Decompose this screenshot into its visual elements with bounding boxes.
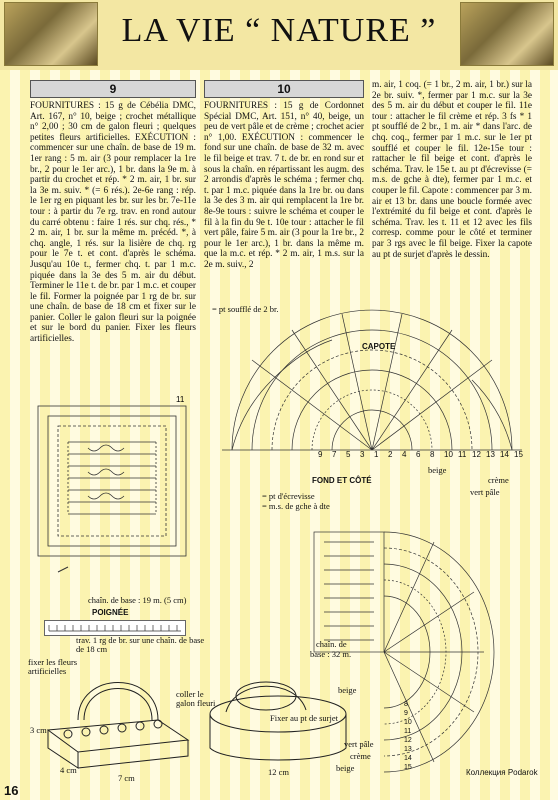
section-10 xyxy=(204,80,364,271)
poignee-chart xyxy=(45,621,185,635)
capote-row-12: 12 xyxy=(472,450,481,459)
capote-beige-label: beige xyxy=(428,465,447,475)
side-row-10: 10 xyxy=(404,719,412,726)
section-9-text: FOURNITURES : 15 g de Cébélia DMC, Art. 167, n° 10, beige ; crochet métallique n° 2,00 ; 30 cm de galon fleuri ; quelques petites fleurs artificielles. EXÉCUTION : commencer sur une chaîn. de base de 19 m. 1er rang : 5 m. air (3 pour remplacer la 1re br., 2 pour le 1er arc.), 1 br. dans la 9e m. à partir du crochet et rép. * 2 m. air, 1 br. sur la 3e m. suiv. * (= 6 rés.). 2e-6e rang : rép. le 1er rg en piquant les br. sur les br. 7e-11e tour : à partir du 7e rg. trav. en rond autour du carré obtenu : faire 1 rés. sur chq. rés., * 2 m. air, 1 br. sur la même m. précéd. *, à chq. angle, 1 rés. sur la lisière de chq. rg pour le 7e t. et cont. d'après le schéma. Jusqu'au 10e t., fermer chq. t. par 1 m.c. piquée dans la 3e des 5 m. air du début. Terminer le 11e t. de br. par 1 m.c. et couper le fil. Former la poignée par 1 rg de br. sur une chaîn. de base de 18 cm et fixer sur le panier. Coller le galon fleuri sur la poignée et sur le bord du panier. Fixer les fleurs artificielles. xyxy=(30,101,196,345)
capote-row-2: 2 xyxy=(388,450,393,459)
fixer-surjet-label: Fixer au pt de surjet xyxy=(270,713,338,723)
side-beige-label: beige xyxy=(338,685,357,695)
side-row-9: 9 xyxy=(404,710,408,717)
side-beige-label-2: beige xyxy=(336,763,355,773)
capote-label: CAPOTE xyxy=(362,342,396,351)
page-number: 16 xyxy=(4,783,19,798)
capote-row-5: 5 xyxy=(346,450,351,459)
capote-row-10: 10 xyxy=(444,450,453,459)
capote-row-11: 11 xyxy=(458,450,467,459)
side-row-14: 14 xyxy=(404,755,412,762)
collection-credit: Коллекция Podarok xyxy=(466,768,538,777)
ecrevisse-legend: = pt d'écrevisse xyxy=(262,491,315,501)
capote-row-3: 3 xyxy=(360,450,365,459)
chain-base-32-label-b: base : 32 m. xyxy=(310,649,352,659)
side-vert-pale-label: vert pâle xyxy=(344,739,374,749)
side-creme-label: crème xyxy=(350,751,371,761)
capote-row-8: 8 xyxy=(430,450,435,459)
capote-chart xyxy=(212,300,530,472)
basket-photo-right xyxy=(460,2,554,66)
ms-legend: = m.s. de gche à dte xyxy=(262,501,330,511)
chain-base-19-label: chaîn. de base : 19 m. (5 cm) xyxy=(88,595,187,605)
page-title: LA VIE “ NATURE ” xyxy=(121,12,437,49)
capote-row-9: 9 xyxy=(318,450,323,459)
capote-vert-pale-label: vert pâle xyxy=(470,487,500,497)
basket-photo-left xyxy=(4,2,98,66)
fond-cote-label: FOND ET CÔTÉ xyxy=(312,476,372,485)
capote-row-4: 4 xyxy=(402,450,407,459)
capote-row-numbers xyxy=(318,450,538,462)
dim-3cm-label: 3 cm xyxy=(30,725,47,735)
poignee-note: trav. 1 rg de br. sur une chaîn. de base de 18 cm xyxy=(76,635,205,654)
coller-galon-label: coller le galon fleuri xyxy=(176,689,216,708)
capote-row-13: 13 xyxy=(486,450,495,459)
side-row-8: 8 xyxy=(404,701,408,708)
capote-row-6: 6 xyxy=(416,450,421,459)
capote-row-1: 1 xyxy=(374,450,379,459)
row-number-11: 11 xyxy=(176,395,185,404)
basket-illustration xyxy=(28,657,208,770)
section-10-continued xyxy=(372,80,532,260)
dim-7cm-label: 7 cm xyxy=(118,773,135,783)
section-10-text: FOURNITURES : 15 g de Cordonnet Spécial DMC, Art. 151, n° 40, beige, un peu de vert pâle et de crème ; crochet acier n° 1,00. EXÉCUTION : commencer le fond sur une chaîn. de base de 32 m. avec le fil beige et trav. 7 t. de br. en rond sur et sous la chaîn. en répartissant les augm. des 2 arrondis d'après le schéma ; fermer chq. t. par 1 m.c. piquée dans la 1re br. ou dans la 3e des 3 m. air qui remplacent la 1re br. 8e-9e tours : suivre le schéma et couper le fil à la fin du 9e t. 10e tour : attacher le fil vert pâle, faire 5 m. air (3 pour la 1re br., 2 pour le 1er arc.), 1 br. dans la même m. que la m.c. et rép. * 2 m. air, 1 m.s. sur la 2e m. suiv., 2 xyxy=(204,101,364,270)
poignee-label: POIGNÉE xyxy=(92,608,129,617)
basket-grid-chart xyxy=(28,392,196,606)
capote-chart-panel xyxy=(212,300,530,472)
puff-stitch-legend: = pt soufflé de 2 br. xyxy=(212,304,279,314)
side-row-numbers xyxy=(404,700,424,780)
section-9 xyxy=(30,80,196,345)
fixer-fleurs-label: fixer les fleurs artificielles xyxy=(28,657,78,676)
dim-4cm-label: 4 cm xyxy=(60,765,77,775)
side-row-12: 12 xyxy=(404,737,412,744)
capote-row-15: 15 xyxy=(514,450,523,459)
capote-row-14: 14 xyxy=(500,450,509,459)
section-10-text-continued: m. air, 1 coq. (= 1 br., 2 m. air, 1 br.) sur la 2e br. suiv. *, fermer par 1 m.c. sur la 3e des 5 m. air du début et couper le fil. 11e tour : attacher le fil crème et rép. 3 fs * 1 pt soufflé de 2 br., 1 m. air * dans l'arc. de chq. coq., fermer par 1 m.c. sur le 1er pt soufflé et couper le fil. 12e-15e tour : rattacher le fil beige et cont. d'après le schéma. Trav. le 15e t. au pt d'écrevisse (= m.s. de gche à dte), fermer par 1 m.c. et couper le fil. Capote : commencer par 3 m. air et 13 br. dans une boucle formée avec l'extrémité du fil beige et cont. d'après le schéma. Trav. les t. 11 et 12 avec les fils corresp. comme pour le côté et terminer par 3 rgs avec le fil beige. Fixer la capote au pt de surjet d'après le dessin. xyxy=(372,80,532,260)
side-row-15: 15 xyxy=(404,764,412,771)
header-band xyxy=(0,0,558,70)
poignee-strip xyxy=(44,620,186,636)
section-9-number: 9 xyxy=(30,80,196,98)
capote-row-7: 7 xyxy=(332,450,337,459)
section-10-number: 10 xyxy=(204,80,364,98)
capote-creme-label: crème xyxy=(488,475,509,485)
basket-chart-panel xyxy=(28,392,196,606)
side-row-13: 13 xyxy=(404,746,412,753)
side-row-11: 11 xyxy=(404,728,412,735)
dim-12cm-label: 12 cm xyxy=(268,767,290,777)
chain-base-32-label-a: chaîn. de xyxy=(316,639,347,649)
